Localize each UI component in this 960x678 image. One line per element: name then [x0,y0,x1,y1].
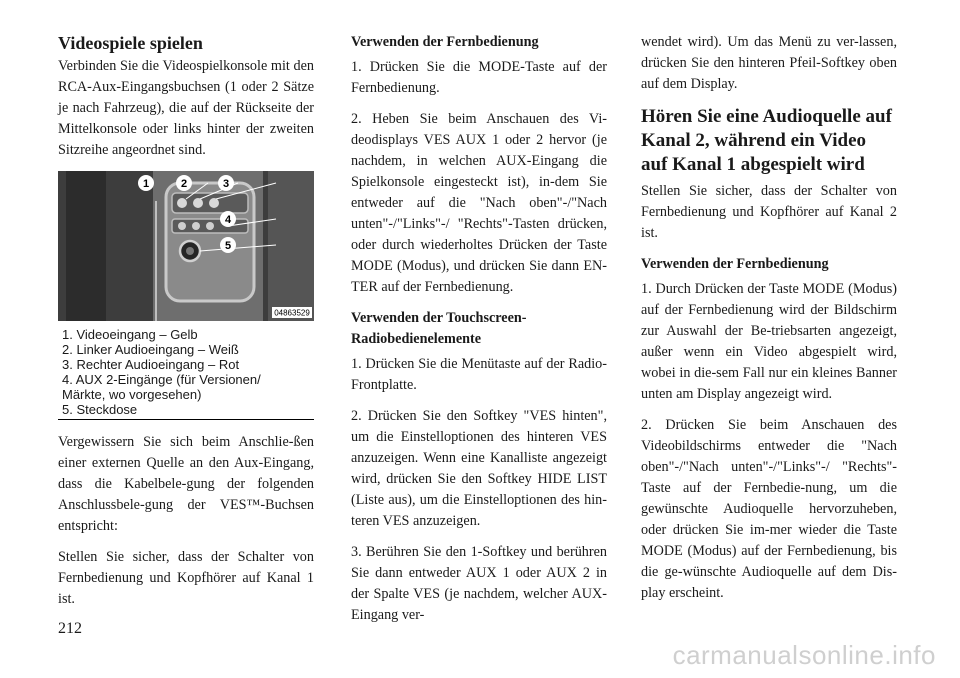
caption-line: 4. AUX 2-Eingänge (für Versionen/ [62,372,261,387]
aux-jacks-figure [58,171,314,321]
section-heading-channel-2: Hören Sie eine Audioquelle auf Kanal 2, während ein Video auf Kanal 1 abgespielt wird [641,106,892,175]
paragraph-step-aux: 3. Berühren Sie den 1-Softkey und berühren Sie dann entweder AUX 1 oder AUX 2 in der Spalte VES (je nachdem, welcher AUX-Eingang ver- [351,544,607,623]
paragraph-connect-console: Verbinden Sie die Videospielkonsole mit den RCA-Aux-Eingangsbuchsen (1 oder 2 Sätze je nach Fahrzeug), die auf der Rückseite der Mittelkonsole oder links hinter der zweiten Sitzreihe angeordnet sind. [58,58,314,158]
subheading-remote-2: Verwenden der Fernbedienung [641,256,829,272]
figure-caption [62,327,314,417]
figure-code: 04863529 [274,308,310,318]
paragraph-continued: wendet wird). Um das Menü zu ver-lassen, drücken Sie den hinteren Pfeil-Softkey oben auf dem Display. [641,34,897,92]
paragraph-step-mode: 1. Drücken Sie die MODE-Taste auf der Fernbedienung. [351,59,607,96]
caption-line: 2. Linker Audioeingang – Weiß [62,342,239,357]
column-middle [351,32,607,636]
callout-4: 4 [224,214,232,226]
aux-jacks-illustration [58,171,314,321]
page-number: 212 [58,620,82,637]
paragraph-switch-channel-1: Stellen Sie sicher, dass der Schalter von Fernbedienung und Kopfhörer auf Kanal 1 ist. [58,549,314,607]
callout-3: 3 [222,178,230,190]
paragraph-step-audio-source: 2. Drücken Sie beim Anschauen des Videobildschirms entweder die "Nach oben"-/"Nach unten"-/"Links"-/ "Rechts"-Taste auf der Fernbedie-nung, um die gewünschte Audioquelle hervorzuheben, oder drücken Sie im-mer wieder die Taste MODE (Modus) auf der Fernbedienung, bis die ge-wünschte Audioquelle auf dem Dis-play erscheint. [641,417,897,601]
watermark: carmanualsonline.info [672,640,936,670]
subheading-touchscreen: Verwenden der Touchscreen-Radiobedienelemente [351,310,527,347]
subheading-remote: Verwenden der Fernbedienung [351,34,539,50]
callout-5: 5 [224,240,232,252]
column-right [641,32,897,614]
paragraph-step-menu: 1. Drücken Sie die Menütaste auf der Radio-Frontplatte. [351,356,607,393]
paragraph-switch-channel-2: Stellen Sie sicher, dass der Schalter von Fernbedienung und Kopfhörer auf Kanal 2 ist. [641,183,897,241]
caption-line: 5. Steckdose [62,402,138,417]
callout-1: 1 [142,178,150,190]
section-heading-video-games: Videospiele spielen [58,33,203,53]
paragraph-step-mode-screen: 1. Durch Drücken der Taste MODE (Modus) auf der Fernbedienung wird der Bildschirm zur Auswahl der Be-triebsarten angezeigt, außer wenn ein Video abgespielt wird, wobei in die-sem Fall nur ein kleines Banner unten am Display angezeigt wird. [641,281,897,402]
paragraph-step-highlight: 2. Heben Sie beim Anschauen des Vi-deodisplays VES AUX 1 oder 2 hervor (je nachdem, in welchen AUX-Eingang die Spielkonsole eingesteckt ist), in-dem Sie entweder auf die "Nach oben"-/"Nach unten"-/"Links"-/ "Rechts"-Tasten drücken, oder durch wiederholtes Drücken der Taste MODE (Modus), und drücken Sie dann EN-TER auf der Fernbedienung. [351,111,607,295]
column-left [58,32,314,620]
caption-line: 1. Videoeingang – Gelb [62,327,198,342]
caption-divider [58,419,314,420]
caption-line: Märkte, wo vorgesehen) [62,387,202,402]
callout-2: 2 [180,178,188,190]
paragraph-step-ves-rear: 2. Drücken Sie den Softkey "VES hinten", um die Einstelloptionen des hinteren VES anzuzeigen. Wenn eine Kanalliste angezeigt wird, drücken Sie den Softkey HIDE LIST (Liste aus), um die Einstelloptionen des hin-teren VES anzuzeigen. [351,408,607,529]
paragraph-aux-wiring: Vergewissern Sie sich beim Anschlie-ßen einer externen Quelle an den Aux-Eingang, dass die Kabelbele-gung der folgenden Anschlussbele-gung der VES™-Buchsen entspricht: [58,434,314,534]
caption-line: 3. Rechter Audioeingang – Rot [62,357,240,372]
